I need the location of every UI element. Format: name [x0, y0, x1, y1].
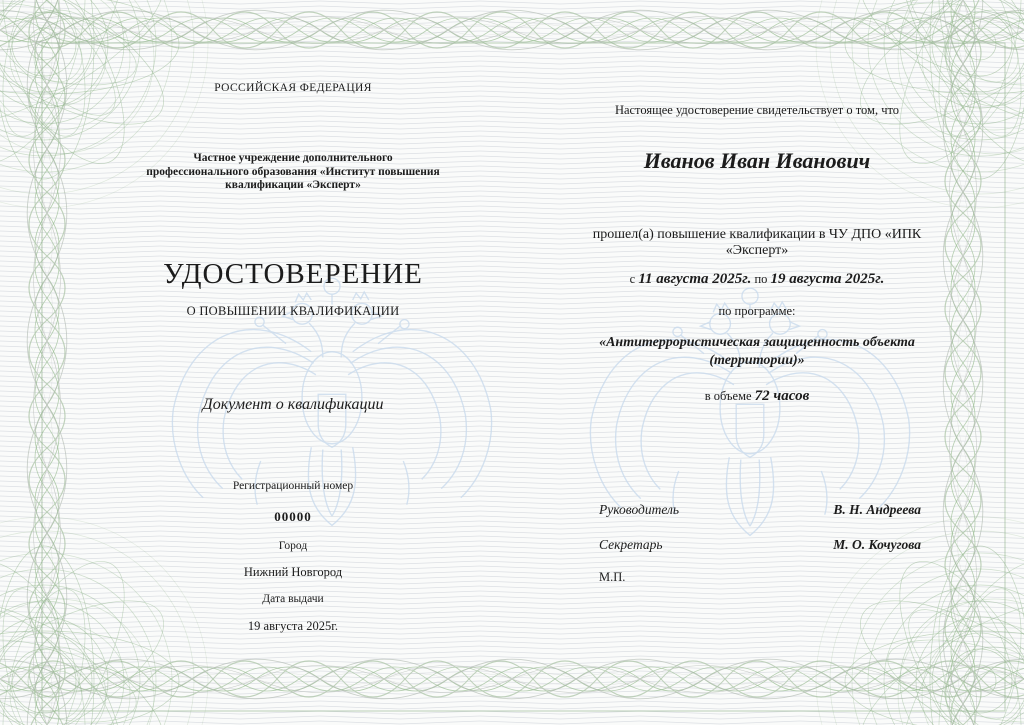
institution-line-3: квалификации «Эксперт» [225, 179, 361, 191]
program-name [577, 334, 937, 370]
certificate-subtitle: О ПОВЫШЕНИИ КВАЛИФИКАЦИИ [186, 304, 400, 318]
program-line-1: «Антитеррористическая защищенность объекта [599, 335, 915, 350]
registration-number-value: 00000 [274, 509, 312, 524]
training-period [577, 271, 937, 288]
period-prefix: с [629, 272, 636, 286]
volume-value: 72 часов [754, 388, 810, 404]
period-connector: по [754, 272, 768, 286]
registration-number-label: Регистрационный номер [232, 480, 354, 492]
holder-name: Иванов Иван Иванович [643, 148, 871, 173]
certification-statement: Настоящее удостоверение свидетельствует о том, что [614, 103, 900, 117]
institution-line-2: профессионального образования «Институт повышения [146, 165, 440, 178]
period-date-from: 11 августа 2025г. [638, 271, 752, 287]
period-date-to: 19 августа 2025г. [770, 271, 885, 287]
issue-date-label: Дата выдачи [262, 593, 324, 605]
signature-role: Руководитель [599, 502, 680, 517]
certificate-title: УДОСТОВЕРЕНИЕ [163, 258, 423, 290]
country-heading: РОССИЙСКАЯ ФЕДЕРАЦИЯ [214, 82, 372, 94]
document-type-label: Документ о квалификации [202, 396, 384, 413]
program-line-2: (территории)» [709, 353, 805, 368]
course-volume [577, 388, 937, 405]
institution-line-1: Частное учреждение дополнительного [193, 152, 393, 164]
volume-prefix: в объеме [704, 389, 752, 403]
program-label: по программе: [718, 304, 796, 318]
signature-role: Секретарь [599, 537, 663, 552]
institution-name [108, 152, 478, 193]
city-label: Город [278, 540, 308, 552]
signature-name: В. Н. Андреева [833, 502, 921, 517]
signature-row-secretary [599, 537, 921, 553]
city-value: Нижний Новгород [243, 565, 343, 579]
signature-row-director [599, 502, 921, 518]
stamp-place-mark: М.П. [599, 570, 626, 584]
course-description [577, 227, 937, 259]
issue-date-value: 19 августа 2025г. [247, 619, 339, 633]
course-line-1: прошел(а) повышение квалификации в ЧУ ДПО «ИПК [592, 227, 922, 242]
course-line-2: «Эксперт» [725, 243, 789, 258]
signature-name: М. О. Кочугова [833, 537, 921, 552]
